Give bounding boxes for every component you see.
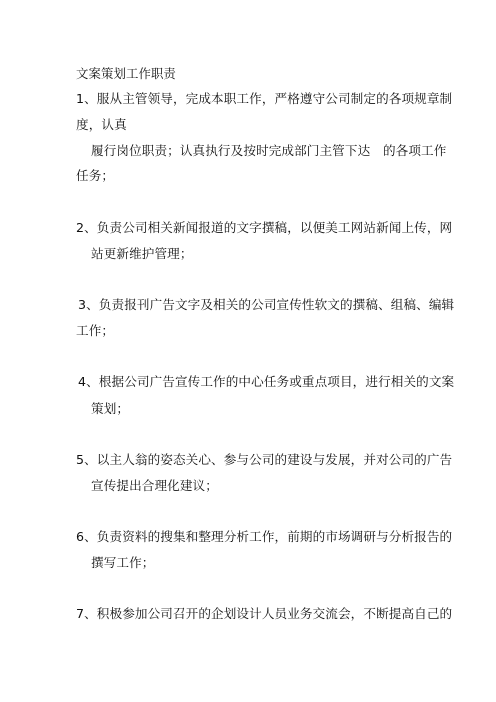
item-1-line-1: 1、服从主管领导，完成本职工作，严格遵守公司制定的各项规章制 xyxy=(76,91,453,106)
item-2-line-1: 2、负责公司相关新闻报道的文字撰稿，以便美工网站新闻上传，网 xyxy=(76,220,453,235)
item-6-line-2: 撰写工作； xyxy=(91,555,155,570)
item-2-line-2: 站更新维护管理； xyxy=(91,246,193,261)
item-3-line-2: 工作； xyxy=(76,323,115,338)
item-5-line-2: 宣传提出合理化建议； xyxy=(91,478,218,493)
item-3-line-1: 3、负责报刊广告文字及相关的公司宣传性软文的撰稿、组稿、编辑 xyxy=(78,297,455,312)
item-1-line-3: 履行岗位职责；认真执行及按时完成部门主管下达 的各项工作 xyxy=(91,143,447,158)
item-6-line-1: 6、负责资料的搜集和整理分析工作，前期的市场调研与分析报告的 xyxy=(76,529,453,544)
item-7-line-1: 7、积极参加公司召开的企划设计人员业务交流会，不断提高自己的 xyxy=(76,606,453,621)
item-1-line-2: 度，认真 xyxy=(76,117,127,132)
item-5-line-1: 5、以主人翁的姿态关心、参与公司的建设与发展，并对公司的广告 xyxy=(76,452,453,467)
item-4-line-1: 4、根据公司广告宣传工作的中心任务或重点项目，进行相关的文案 xyxy=(78,374,455,389)
item-4-line-2: 策划； xyxy=(91,401,130,416)
document-title: 文案策划工作职责 xyxy=(76,66,176,81)
item-1-line-4: 任务； xyxy=(76,168,115,183)
